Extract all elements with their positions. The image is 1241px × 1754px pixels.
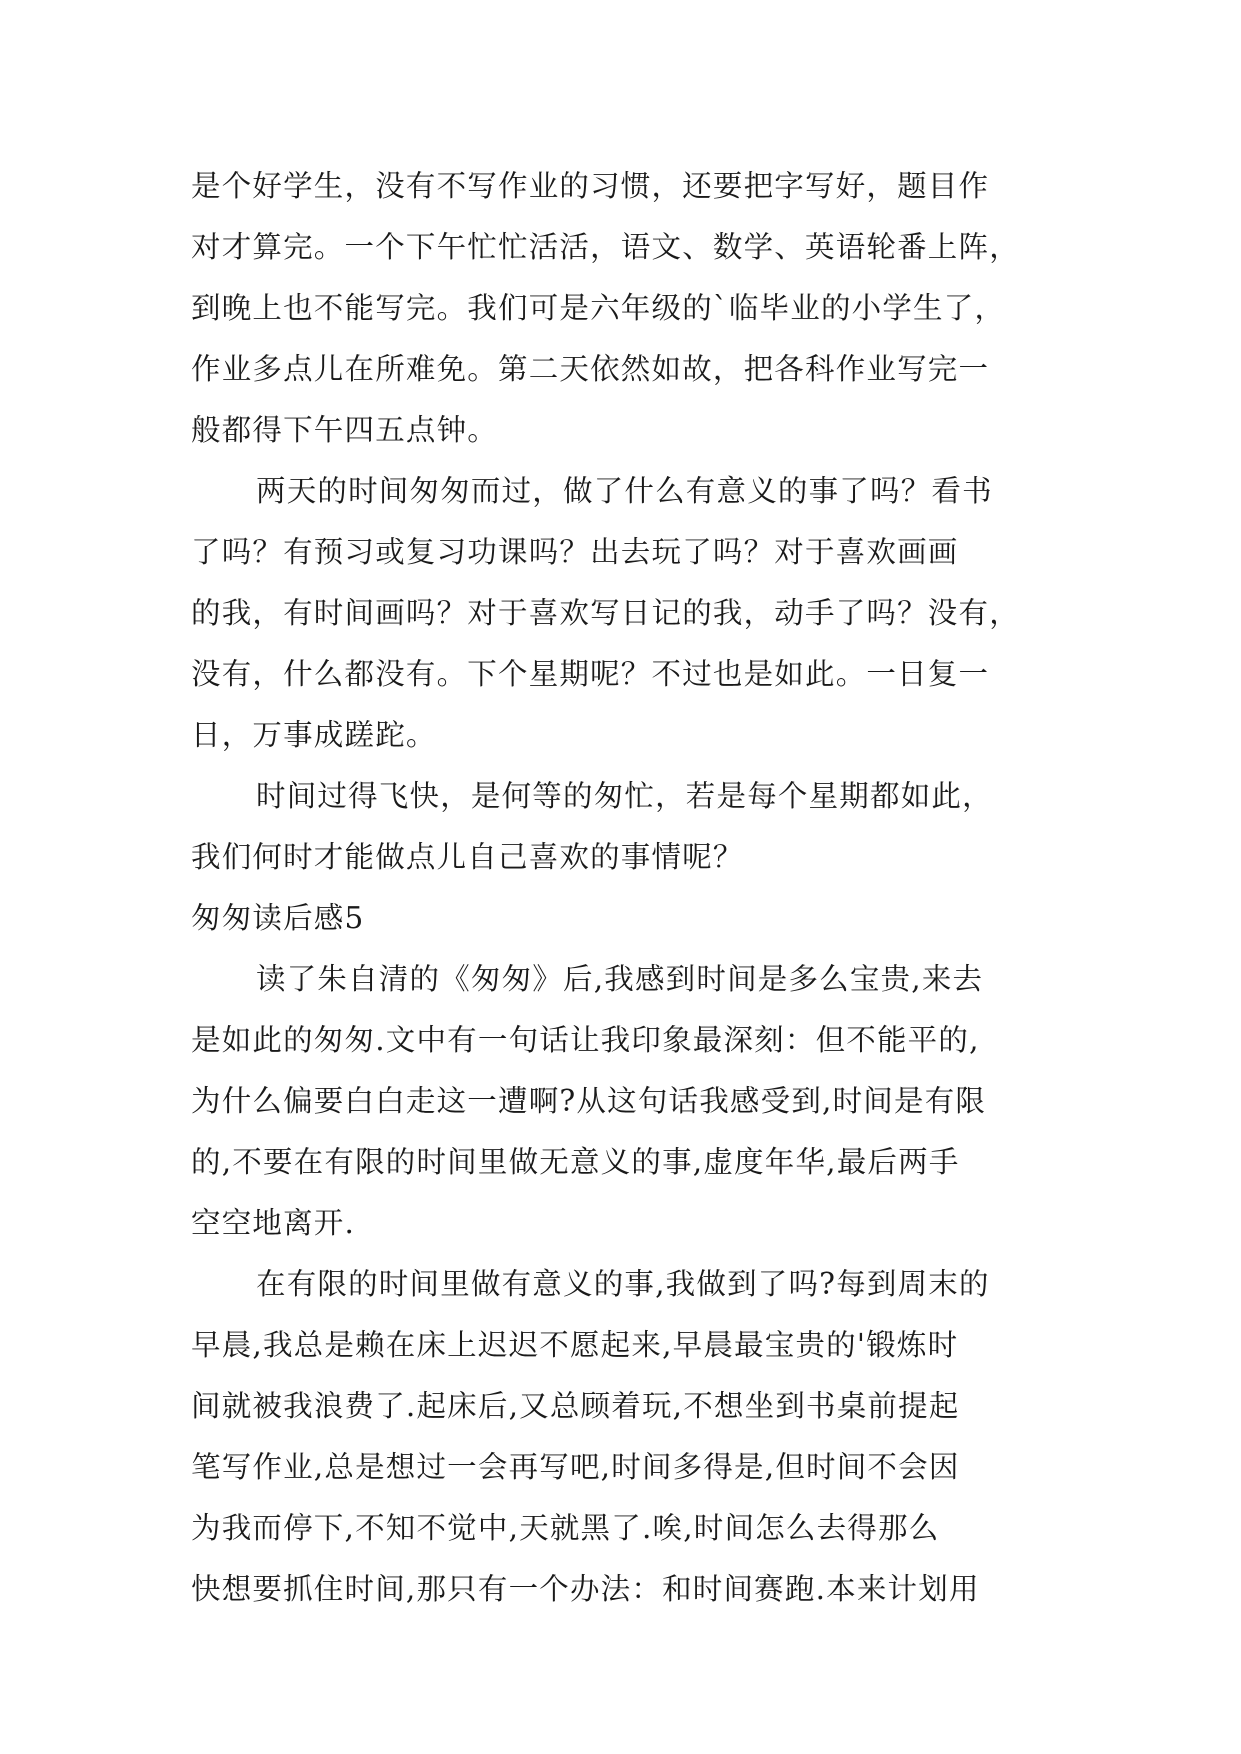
section-heading: 匆匆读后感5 bbox=[191, 901, 365, 935]
text-line: 作业多点儿在所难免。第二天依然如故，把各科作业写完一 bbox=[191, 352, 990, 386]
text-line: 我们何时才能做点儿自己喜欢的事情呢？ bbox=[191, 840, 744, 874]
text-line: 没有，什么都没有。下个星期呢？不过也是如此。一日复一 bbox=[191, 657, 990, 691]
text-line: 早晨,我总是赖在床上迟迟不愿起来,早晨最宝贵的'锻炼时 bbox=[191, 1328, 959, 1362]
text-line: 空空地离开. bbox=[191, 1206, 356, 1240]
paragraph-start-line: 读了朱自清的《匆匆》后,我感到时间是多么宝贵,来去 bbox=[256, 962, 984, 996]
text-line: 笔写作业,总是想过一会再写吧,时间多得是,但时间不会因 bbox=[191, 1450, 960, 1484]
text-line: 般都得下午四五点钟。 bbox=[191, 413, 499, 447]
text-line: 日，万事成蹉跎。 bbox=[191, 718, 437, 752]
text-line: 对才算完。一个下午忙忙活活，语文、数学、英语轮番上阵， bbox=[191, 230, 1020, 264]
text-line: 是如此的匆匆.文中有一句话让我印象最深刻：但不能平的, bbox=[191, 1023, 980, 1057]
paragraph-start-line: 在有限的时间里做有意义的事,我做到了吗?每到周末的 bbox=[256, 1267, 990, 1301]
text-line: 间就被我浪费了.起床后,又总顾着玩,不想坐到书桌前提起 bbox=[191, 1389, 960, 1423]
paragraph-start-line: 两天的时间匆匆而过，做了什么有意义的事了吗？看书 bbox=[256, 474, 993, 508]
text-line: 的我，有时间画吗？对于喜欢写日记的我，动手了吗？没有， bbox=[191, 596, 1020, 630]
paragraph-start-line: 时间过得飞快，是何等的匆忙，若是每个星期都如此， bbox=[256, 779, 993, 813]
text-line: 的,不要在有限的时间里做无意义的事,虚度年华,最后两手 bbox=[191, 1145, 960, 1179]
text-line: 了吗？有预习或复习功课吗？出去玩了吗？对于喜欢画画 bbox=[191, 535, 959, 569]
text-line: 为我而停下,不知不觉中,天就黑了.唉,时间怎么去得那么 bbox=[191, 1511, 940, 1545]
text-line: 为什么偏要白白走这一遭啊?从这句话我感受到,时间是有限 bbox=[191, 1084, 987, 1118]
text-line: 快想要抓住时间,那只有一个办法：和时间赛跑.本来计划用 bbox=[191, 1572, 980, 1606]
text-line: 到晚上也不能写完。我们可是六年级的`临毕业的小学生了， bbox=[191, 291, 1006, 325]
text-line: 是个好学生，没有不写作业的习惯，还要把字写好，题目作 bbox=[191, 169, 990, 203]
